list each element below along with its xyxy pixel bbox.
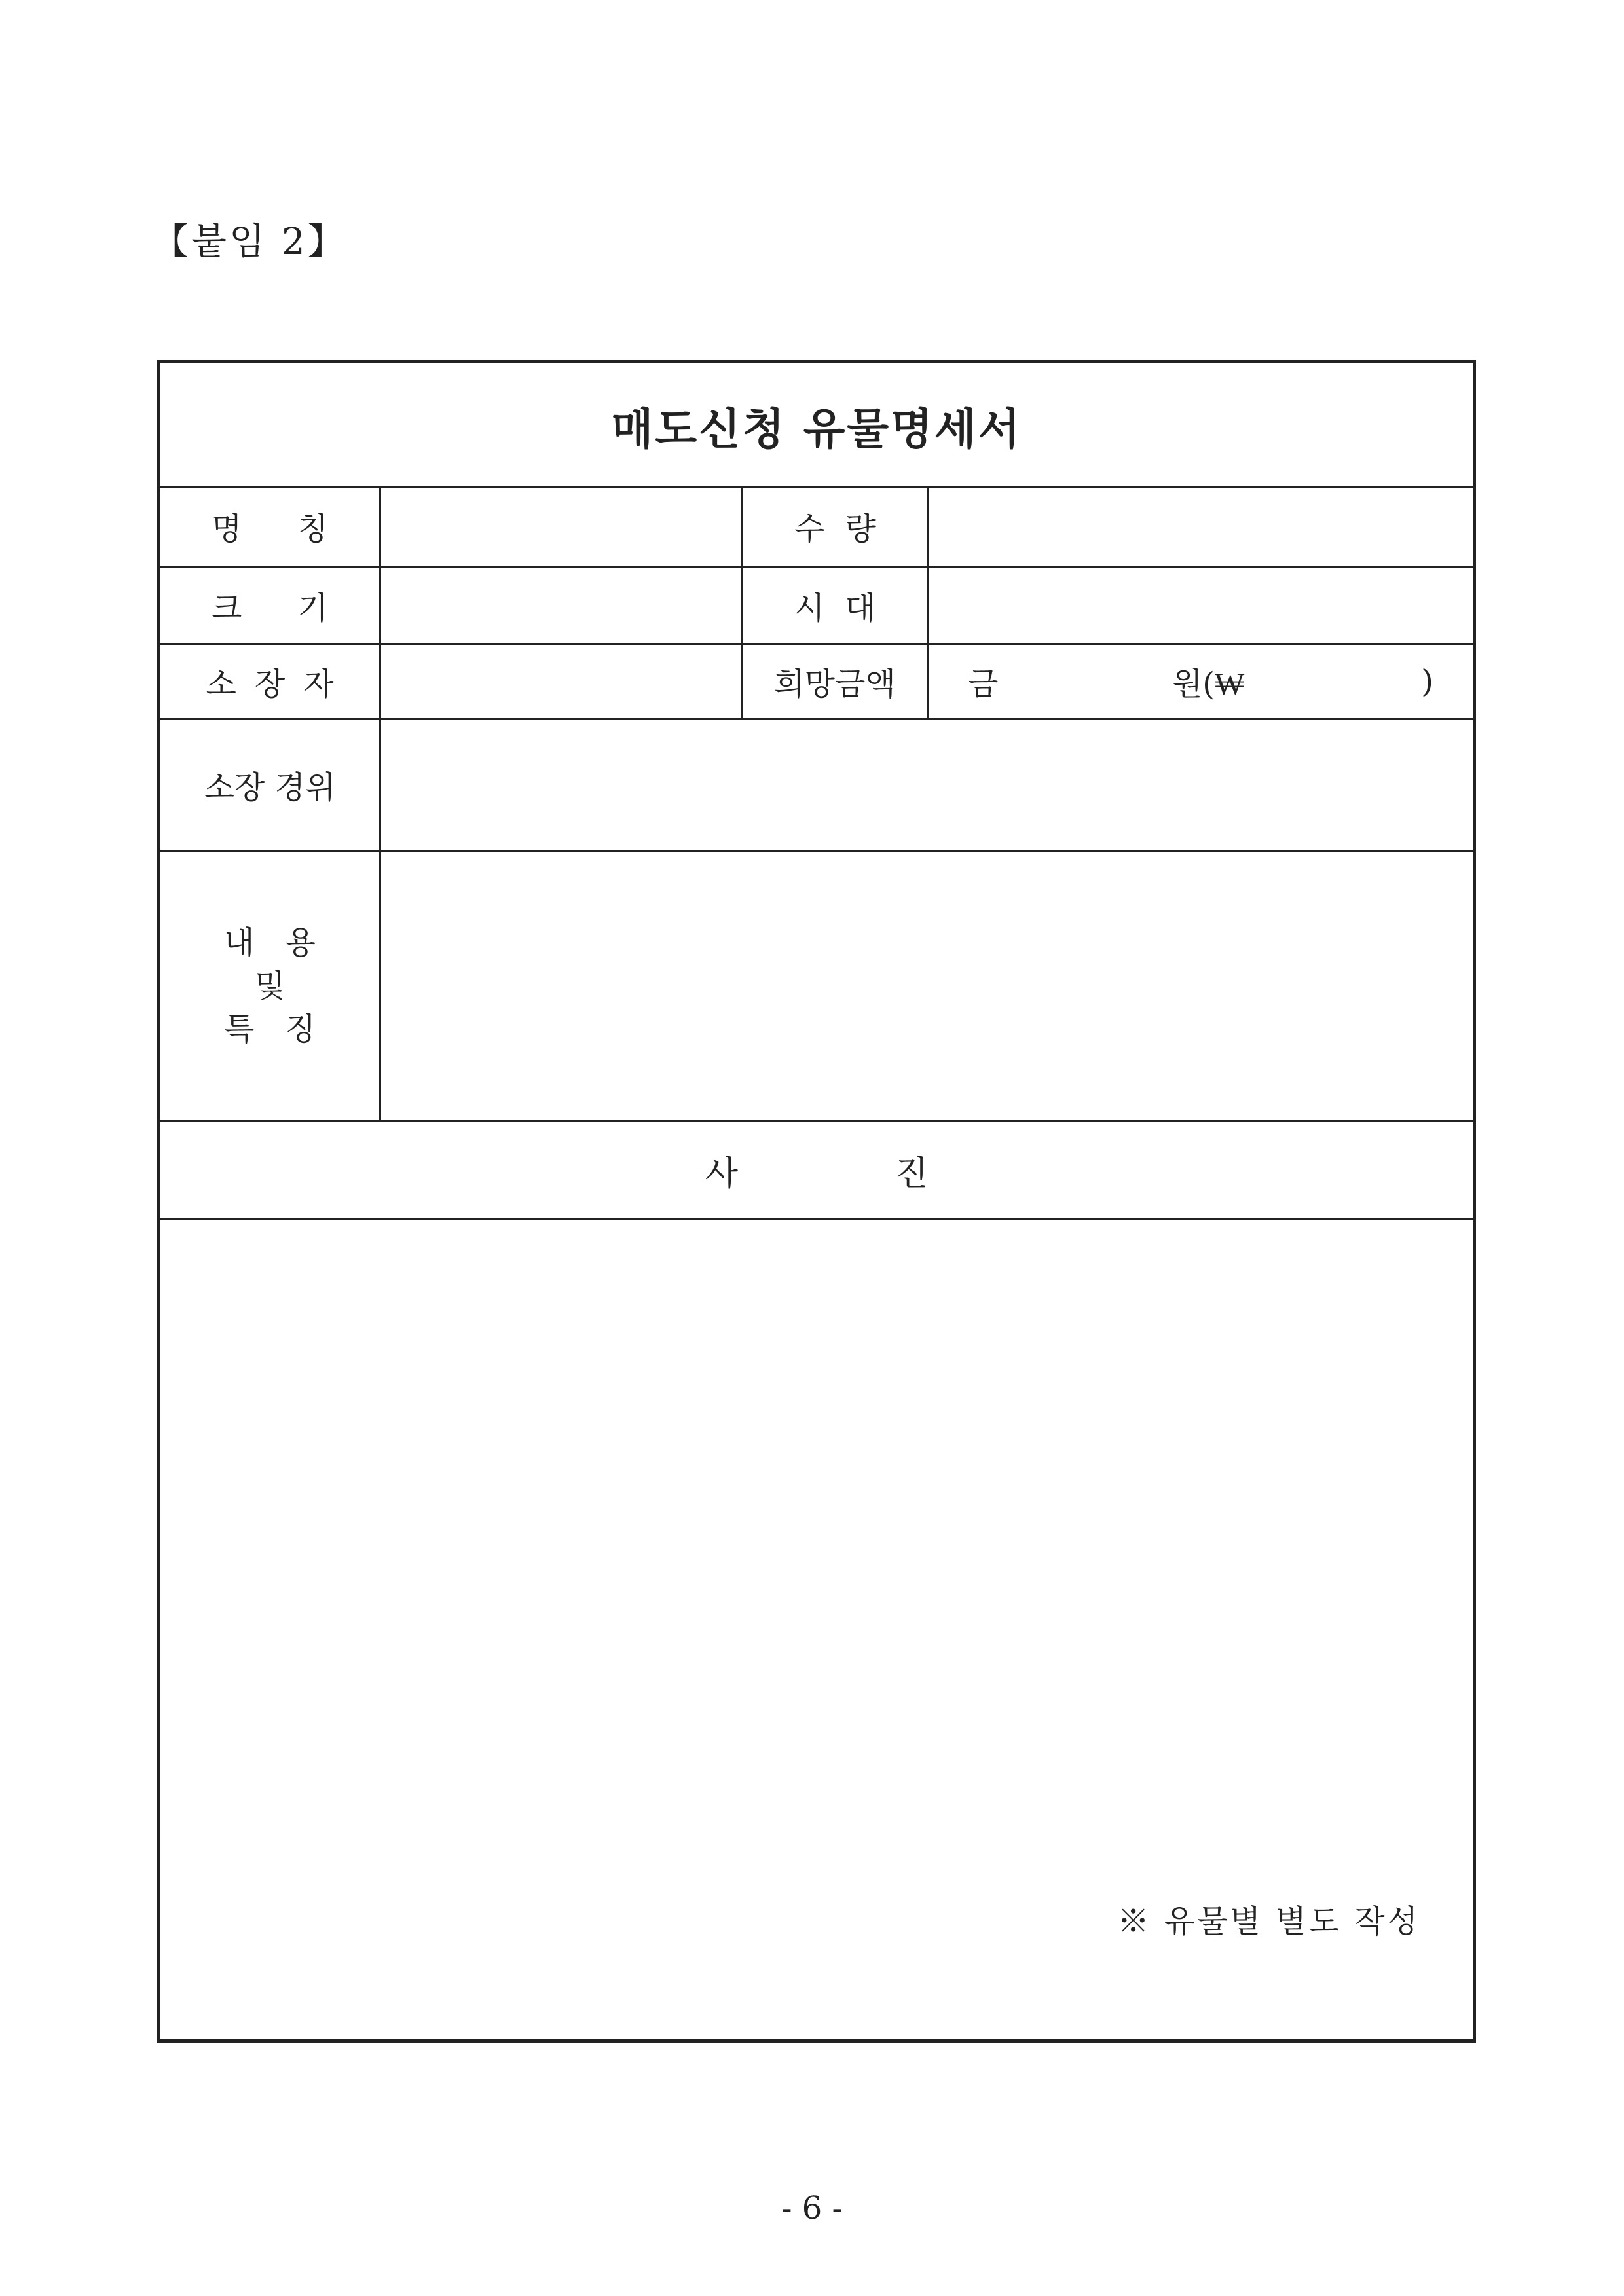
era-field[interactable]	[929, 568, 1473, 643]
name-field[interactable]	[381, 486, 743, 566]
desired-price-field[interactable]	[929, 645, 1473, 718]
quantity-field[interactable]	[929, 486, 1473, 566]
quantity-label: 수 량	[743, 486, 929, 566]
desired-price-label: 희망금액	[743, 645, 929, 718]
features-label: 내 용 및 특 징	[160, 852, 381, 1120]
artifact-form	[157, 360, 1476, 2043]
photo-header: 사 진	[160, 1122, 1473, 1220]
row-acquisition-history	[160, 720, 1473, 852]
era-label: 시 대	[743, 568, 929, 643]
price-prefix: 금	[968, 666, 999, 702]
row-name-quantity	[160, 486, 1473, 568]
row-size-era	[160, 568, 1473, 645]
row-content-features	[160, 852, 1473, 1122]
owner-label: 소 장 자	[160, 645, 381, 718]
features-field[interactable]	[381, 852, 1473, 1120]
price-unit: 원(₩	[1172, 666, 1245, 702]
form-title: 매도신청 유물명세서	[160, 363, 1473, 488]
size-field[interactable]	[381, 568, 743, 643]
history-label: 소장 경위	[160, 720, 381, 850]
row-owner-price	[160, 645, 1473, 720]
size-label: 크 기	[160, 568, 381, 643]
note-text: ※ 유물별 별도 작성	[1117, 1903, 1420, 1940]
owner-field[interactable]	[381, 645, 743, 718]
price-close: )	[1421, 663, 1433, 700]
photo-area[interactable]	[160, 1218, 1473, 2039]
name-label: 명 칭	[160, 486, 381, 566]
page-number: - 6 -	[781, 2190, 843, 2227]
history-field[interactable]	[381, 720, 1473, 850]
attachment-label: 【붙임 2】	[152, 221, 347, 263]
